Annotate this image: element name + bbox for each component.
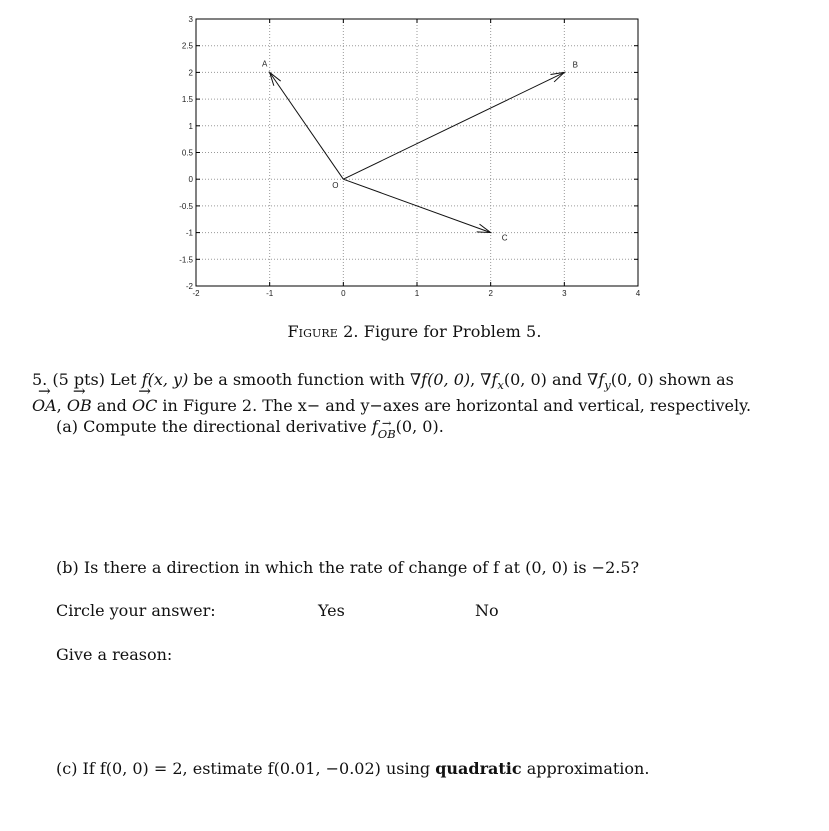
y-tick-label: 2.5 [181,41,193,51]
problem-line-2: → OA, → OB and → OC in Figure 2. The x− and y−axes are horizontal and vertical, respectively. [32,396,751,415]
point-label-o: O [332,181,339,191]
figure-caption [0,322,829,341]
part-a: (a) Compute the directional derivative f→ OB(0, 0). [56,417,444,441]
circle-answer-label: Circle your answer: [56,601,216,620]
y-tick-label: -1.5 [179,255,193,265]
y-tick-label: 2 [188,68,193,78]
answer-no: No [475,601,499,620]
caption-prefix: Figure [287,322,338,341]
part-b: (b) Is there a direction in which the rate of change of f at (0, 0) is −2.5? [56,558,640,577]
vector-figure [0,0,829,310]
caption-text: 2. Figure for Problem 5. [337,322,542,341]
answer-yes: Yes [318,601,345,620]
y-tick-label: 3 [188,15,193,24]
x-tick-label: 4 [635,289,641,298]
point-labels [262,59,578,242]
x-tick-label: -2 [192,289,200,298]
vector-oc: → OC [132,396,157,415]
part-c: (c) If f(0, 0) = 2, estimate f(0.01, −0.02) using quadratic approximation. [56,759,650,778]
axis-ticks [179,15,641,298]
y-tick-label: -1 [185,228,193,238]
x-tick-label: 1 [414,289,420,298]
give-reason-label: Give a reason: [56,645,173,664]
y-tick-label: -0.5 [179,201,193,211]
point-label-c: C [501,233,508,243]
problem-line-1: 5. (5 pts) Let f(x, y) be a smooth function with ∇f(0, 0), $\nabla f_x(0$, 0) and $\nabla f_y(0$, 0) shown as [32,370,734,393]
vector-oa: → OA [32,396,57,415]
y-tick-label: 1 [188,121,193,131]
point-label-a: A [261,59,268,69]
vector-ob-arrowhead [550,72,564,82]
vector-ob: → OB [67,396,92,415]
x-tick-label: 3 [562,289,567,298]
x-tick-label: 0 [341,289,346,298]
y-tick-label: 1.5 [181,95,193,105]
y-tick-label: 0 [188,175,193,185]
y-tick-label: -2 [185,282,193,291]
point-label-b: B [572,60,579,70]
x-tick-label: -1 [266,289,274,298]
y-tick-label: 0.5 [181,148,193,158]
x-tick-label: 2 [488,289,493,298]
